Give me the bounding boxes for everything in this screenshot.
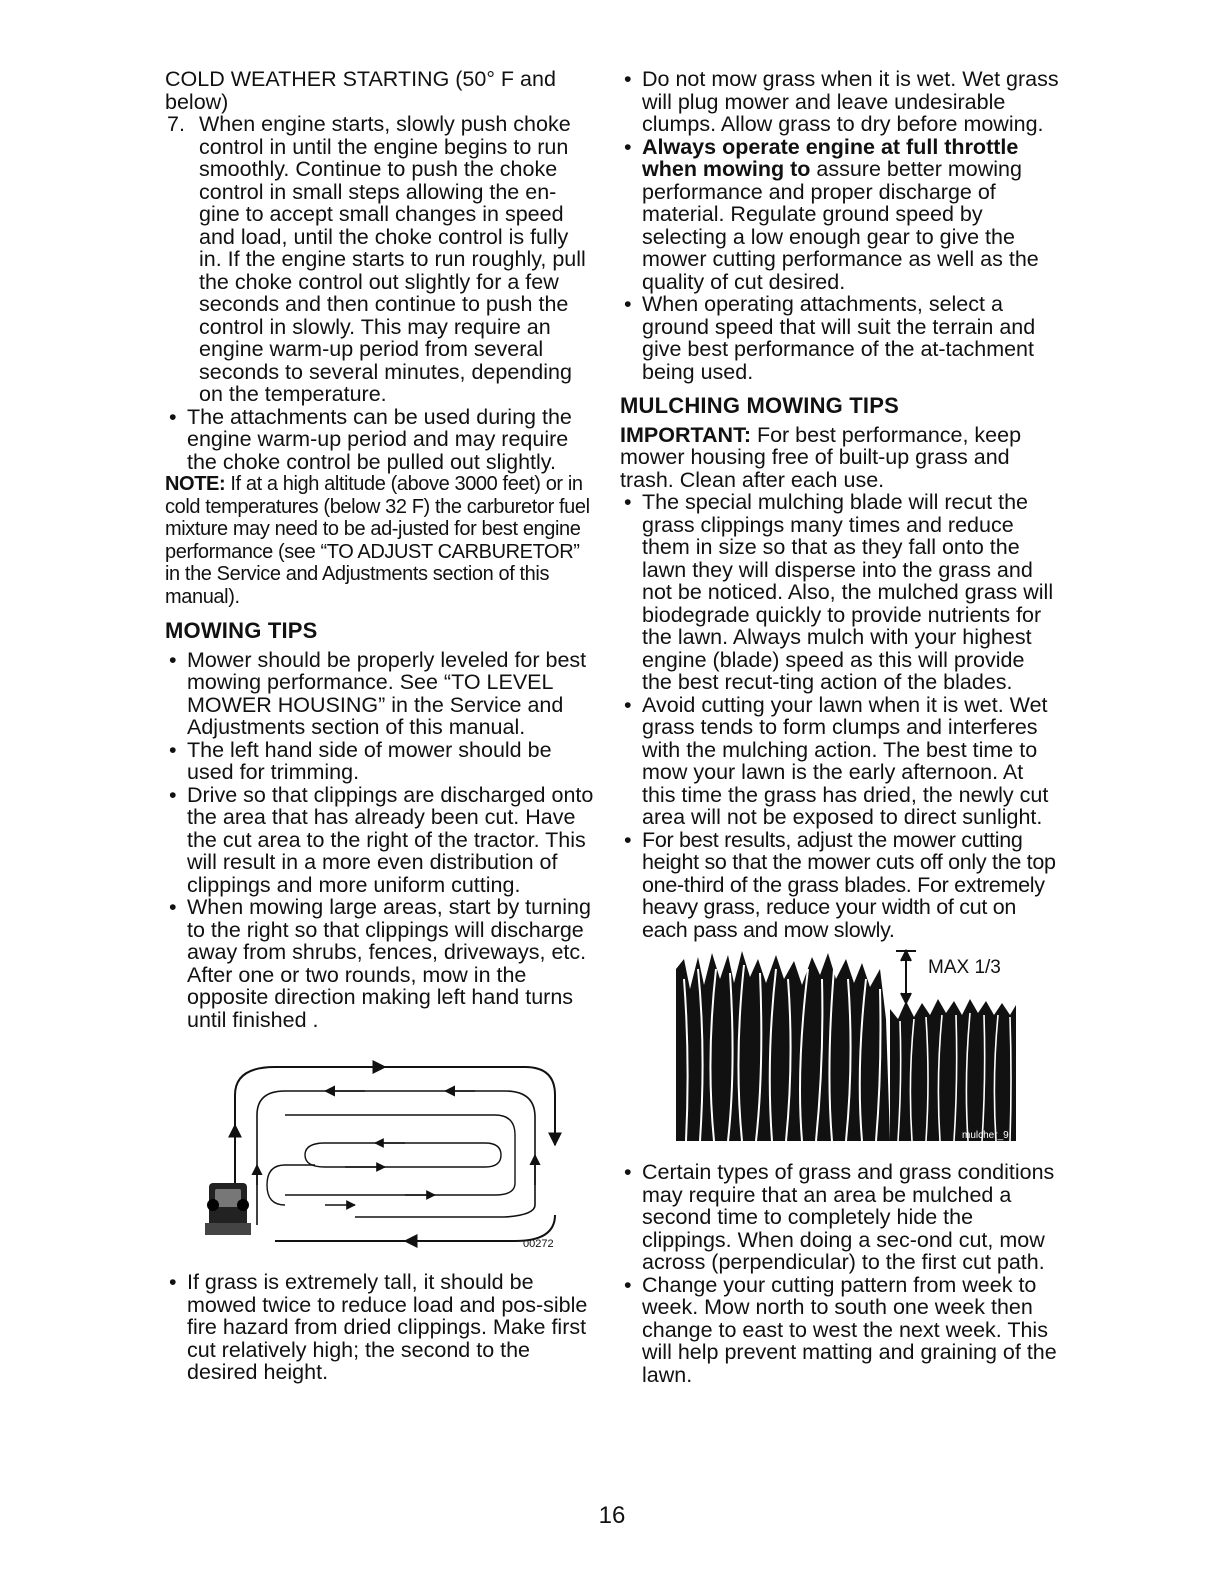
attachments-speed-bullet — [620, 293, 1060, 383]
mowing-tips-heading: MOWING TIPS — [165, 618, 318, 643]
attachments-bullet — [165, 406, 595, 474]
bullet-icon: • — [624, 1272, 632, 1297]
right-column — [620, 68, 1060, 1386]
attachments-speed-text: When operating attachments, select a ground speed that will suit the terrain and give best performance of the at-tachment being used. — [642, 292, 1036, 384]
grass-max-label: MAX 1/3 — [928, 957, 1001, 978]
tall-grass-text: If grass is extremely tall, it should be mowed twice to reduce load and pos-sible fire hazard from dried clippings. Make first cut relatively high; the second to the desired height. — [187, 1270, 588, 1384]
note-text: If at a high altitude (above 3000 feet) or in cold temperatures (below 32 F) the carburetor fuel mixture may need to be ad-justed for best engine performance (see “TO ADJUST CARBURETOR” in the Service and Adjustments section of this manual). — [165, 473, 590, 608]
throttle-bullet — [620, 136, 1060, 294]
page-number: 16 — [598, 1502, 626, 1529]
wet-grass-text: Do not mow grass when it is wet. Wet grass will plug mower and leave undesirable clumps. Allow grass to dry before mowing. — [642, 67, 1059, 136]
after-bullet — [620, 1161, 1060, 1274]
mulch-bullet — [620, 491, 1060, 694]
step-7-text: When engine starts, slowly push choke control in until the engine begins to run smoothly. Continue to push the choke control in small steps allowing the en-gine to accept small changes in speed and load, until the choke control is fully in. If the engine starts to run roughly, pull the choke control out slightly for a few seconds and then continue to push the control in slowly. This may require an engine warm-up period from several seconds to several minutes, depending on the temperature. — [199, 112, 586, 406]
mowing-bullet — [165, 649, 595, 739]
mowing-bullet — [165, 784, 595, 897]
bullet-icon: • — [624, 67, 632, 91]
after-bullet — [620, 1274, 1060, 1387]
throttle-bold: Always operate engine at full throttle when mowing to — [642, 134, 1019, 181]
mulch-bullet — [620, 694, 1060, 829]
after-bullet-text: Certain types of grass and grass conditions may require that an area be mulched a second time to completely hide the clippings. When doing a sec-ond cut, mow across (perpendicular) to the first cut path. — [642, 1160, 1055, 1274]
mowing-bullet-text: The left hand side of mower should be used for trimming. — [187, 737, 552, 784]
mowing-pattern-figure — [205, 1055, 565, 1255]
important-label: IMPORTANT: — [620, 422, 751, 447]
throttle-text — [642, 136, 1060, 294]
throttle-rest: assure better mowing performance and proper discharge of material. Regulate ground speed by selecting a low enough gear to give the mower cutting performance as well as the quality of cut desired. — [642, 157, 1039, 294]
step-number: 7. — [167, 112, 185, 136]
bullet-icon: • — [624, 1160, 632, 1184]
bullet-icon: • — [169, 404, 177, 429]
tall-grass-bullet — [165, 1271, 595, 1384]
attachments-text: The attachments can be used during the engine warm-up period and may require the choke control be pulled out slightly. — [187, 404, 572, 474]
mowing-bullet — [165, 896, 595, 1031]
mowing-bullet-text: When mowing large areas, start by turning to the right so that clippings will discharge away from shrubs, fences, driveways, etc. After one or two rounds, mow in the opposite direction making left hand turns until finished . — [187, 895, 591, 1032]
bullet-icon: • — [169, 737, 177, 762]
important-text: For best performance, keep mower housing free of built-up grass and trash. Clean after each use. — [620, 422, 1022, 492]
bullet-icon: • — [624, 134, 632, 159]
step-7 — [165, 113, 595, 406]
mowing-bullet-text: Mower should be properly leveled for best mowing performance. See “TO LEVEL MOWER HOUSING” in the Service and Adjustments section of this manual. — [187, 647, 587, 739]
left-column — [165, 68, 595, 1384]
note-paragraph — [165, 473, 595, 608]
mulching-tips-heading: MULCHING MOWING TIPS — [620, 393, 899, 418]
bullet-icon: • — [624, 827, 632, 852]
tractor-icon — [205, 1183, 251, 1235]
mowing-bullet-text: Drive so that clippings are discharged onto the area that has already been cut. Have the cut area to the right of the tractor. This will result in a more even distribution of clippings and more uniform cutting. — [187, 782, 594, 897]
wet-grass-bullet — [620, 68, 1060, 136]
mowing-bullet — [165, 739, 595, 784]
bullet-icon: • — [624, 292, 632, 316]
bullet-icon: • — [624, 692, 632, 717]
note-label: NOTE: — [165, 473, 226, 495]
important-paragraph — [620, 424, 1060, 492]
grass-height-figure — [676, 949, 1016, 1141]
bullet-icon: • — [169, 895, 177, 919]
mulch-bullet-text: Avoid cutting your lawn when it is wet. Wet grass tends to form clumps and interferes with the mulching action. The best time to mow your lawn is the early afternoon. At this time the grass has dried, the newly cut area will not be exposed to direct sunlight. — [642, 692, 1049, 829]
bullet-icon: • — [624, 490, 632, 514]
cold-weather-title: COLD WEATHER STARTING (50° F and below) — [165, 67, 556, 114]
grass-figure-code: mulcher_9 — [962, 1130, 1009, 1141]
mulch-bullet — [620, 829, 1060, 942]
mulch-bullet-text: For best results, adjust the mower cutting height so that the mower cuts off only the top one-third of the grass blades. For extremely heavy grass, reduce your width of cut on each pass and mow slowly. — [642, 827, 1056, 942]
mulch-bullet-text: The special mulching blade will recut the grass clippings many times and reduce them in size so that as they fall onto the lawn they will disperse into the grass and not be noticed. Also, the mulched grass will biodegrade quickly to provide nutrients for the lawn. Always mulch with your highest engine (blade) speed as this will provide the best recut-ting action of the blades. — [642, 490, 1054, 694]
figure-code: 00272 — [523, 1238, 554, 1250]
mowing-pattern-diagram — [205, 1055, 565, 1255]
bullet-icon: • — [169, 647, 177, 672]
after-bullet-text: Change your cutting pattern from week to week. Mow north to south one week then change to east to west the next week. This will help prevent matting and graining of the lawn. — [642, 1272, 1057, 1387]
bullet-icon: • — [169, 782, 177, 807]
bullet-icon: • — [169, 1270, 177, 1294]
